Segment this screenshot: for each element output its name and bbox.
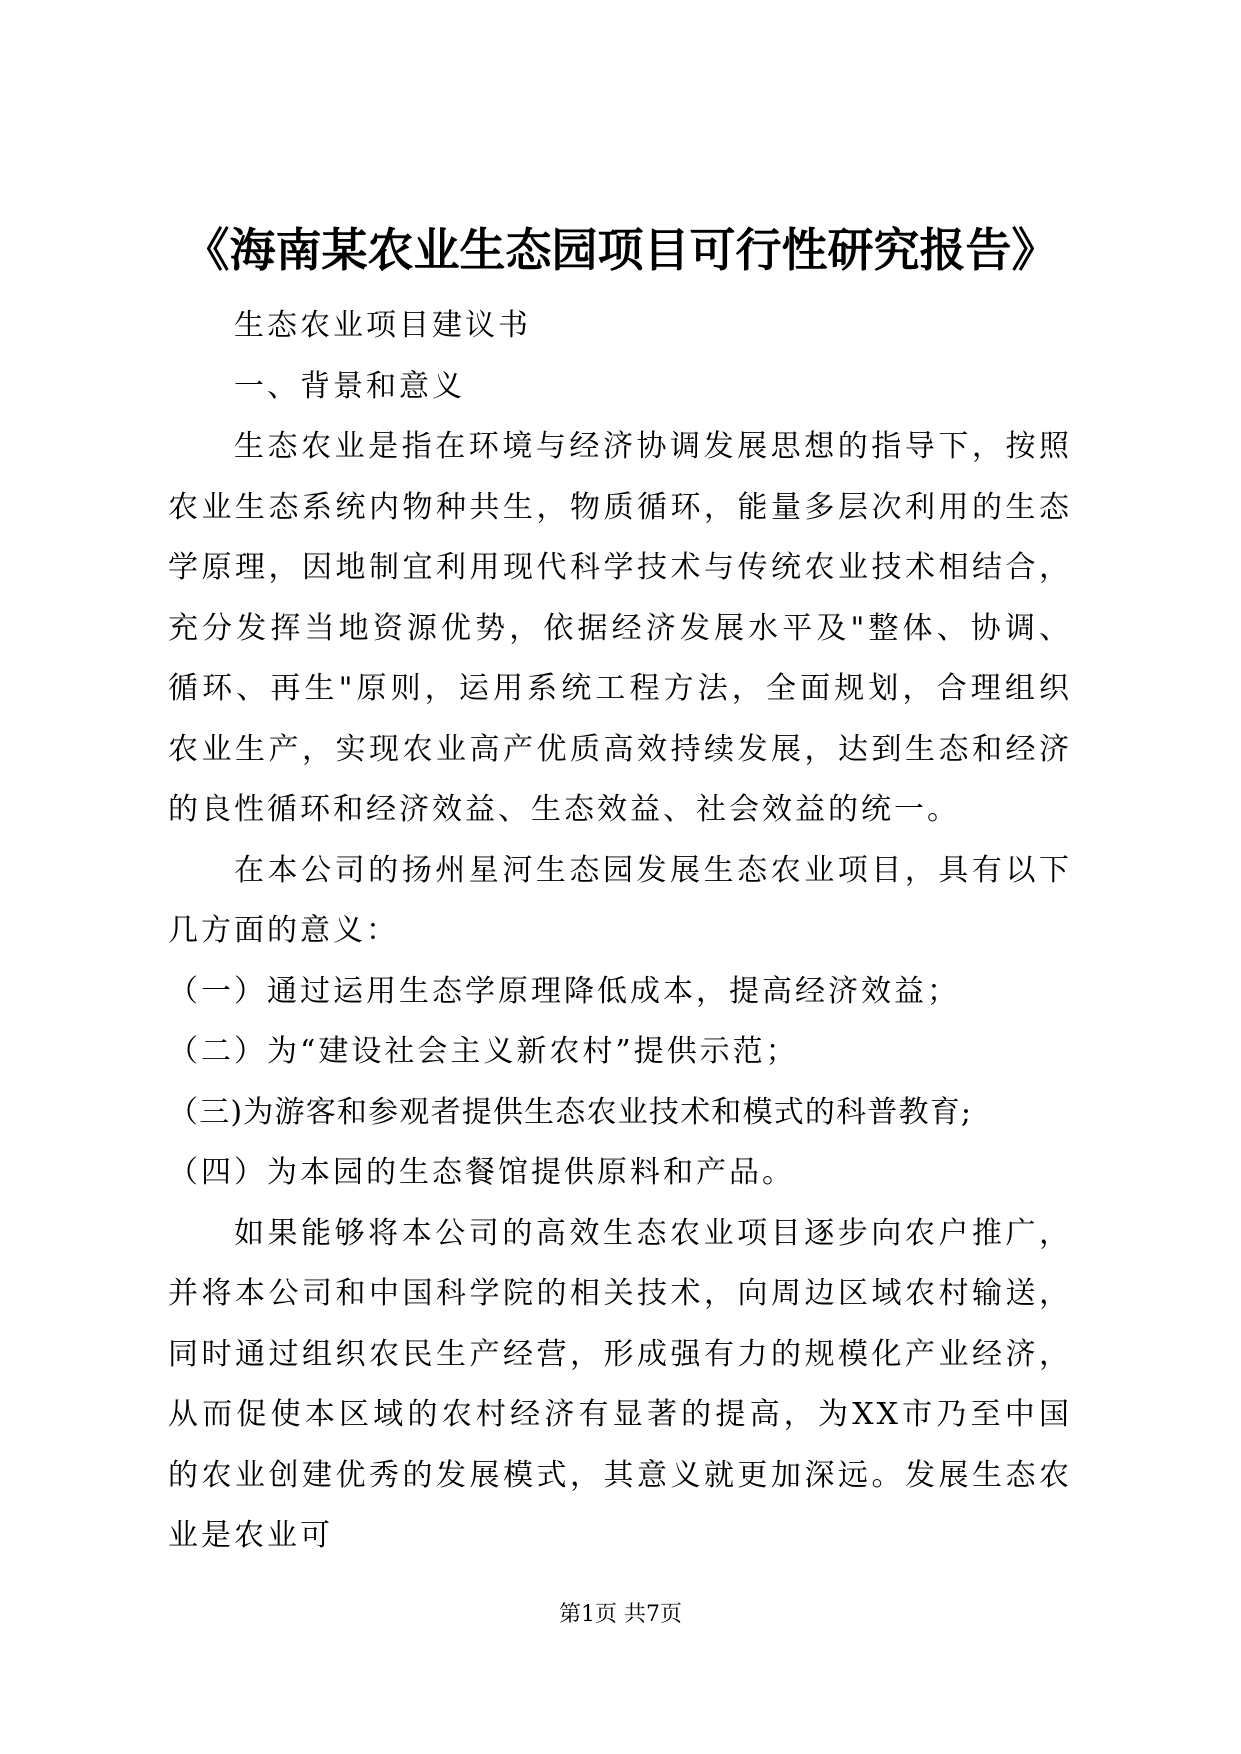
document-body bbox=[168, 296, 1072, 1567]
list-item: （三)为游客和参观者提供生态农业技术和模式的科普教育; bbox=[168, 1094, 973, 1130]
list-item: （一）通过运用生态学原理降低成本，提高经济效益； bbox=[168, 973, 960, 1009]
paragraph-promotion: 如果能够将本公司的高效生态农业项目逐步向农户推广，并将本公司和中国科学院的相关技术，向周边区域农村输送，同时通过组织农民生产经营，形成强有力的规模化产业经济，从而促使本区域的农村经济有显著的提高，为XX市乃至中国的农业创建优秀的发展模式，其意义就更加深远。发展生态农业是农业可 bbox=[168, 1215, 1072, 1553]
section-heading: 一、背景和意义 bbox=[234, 368, 465, 404]
paragraph-significance-intro: 在本公司的扬州星河生态园发展生态农业项目，具有以下几方面的意义： bbox=[168, 852, 1072, 948]
document-subtitle: 生态农业项目建议书 bbox=[234, 308, 531, 343]
document-title: 《海南某农业生态园项目可行性研究报告》 bbox=[183, 223, 1058, 277]
paragraph-definition: 生态农业是指在环境与经济协调发展思想的指导下，按照农业生态系统内物种共生，物质循环，能量多层次利用的生态学原理，因地制宜利用现代科学技术与传统农业技术相结合，充分发挥当地资源优势，依据经济发展水平及"整体、协调、循环、再生"原则，运用系统工程方法，全面规划，合理组织农业生产，实现农业高产优质高效持续发展，达到生态和经济的良性循环和经济效益、生态效益、社会效益的统一。 bbox=[168, 429, 1072, 827]
list-item: （二）为“建设社会主义新农村”提供示范； bbox=[168, 1034, 799, 1069]
list-item: （四）为本园的生态餐馆提供原料和产品。 bbox=[168, 1155, 795, 1190]
page-indicator: 第1页 共7页 bbox=[559, 1602, 682, 1627]
